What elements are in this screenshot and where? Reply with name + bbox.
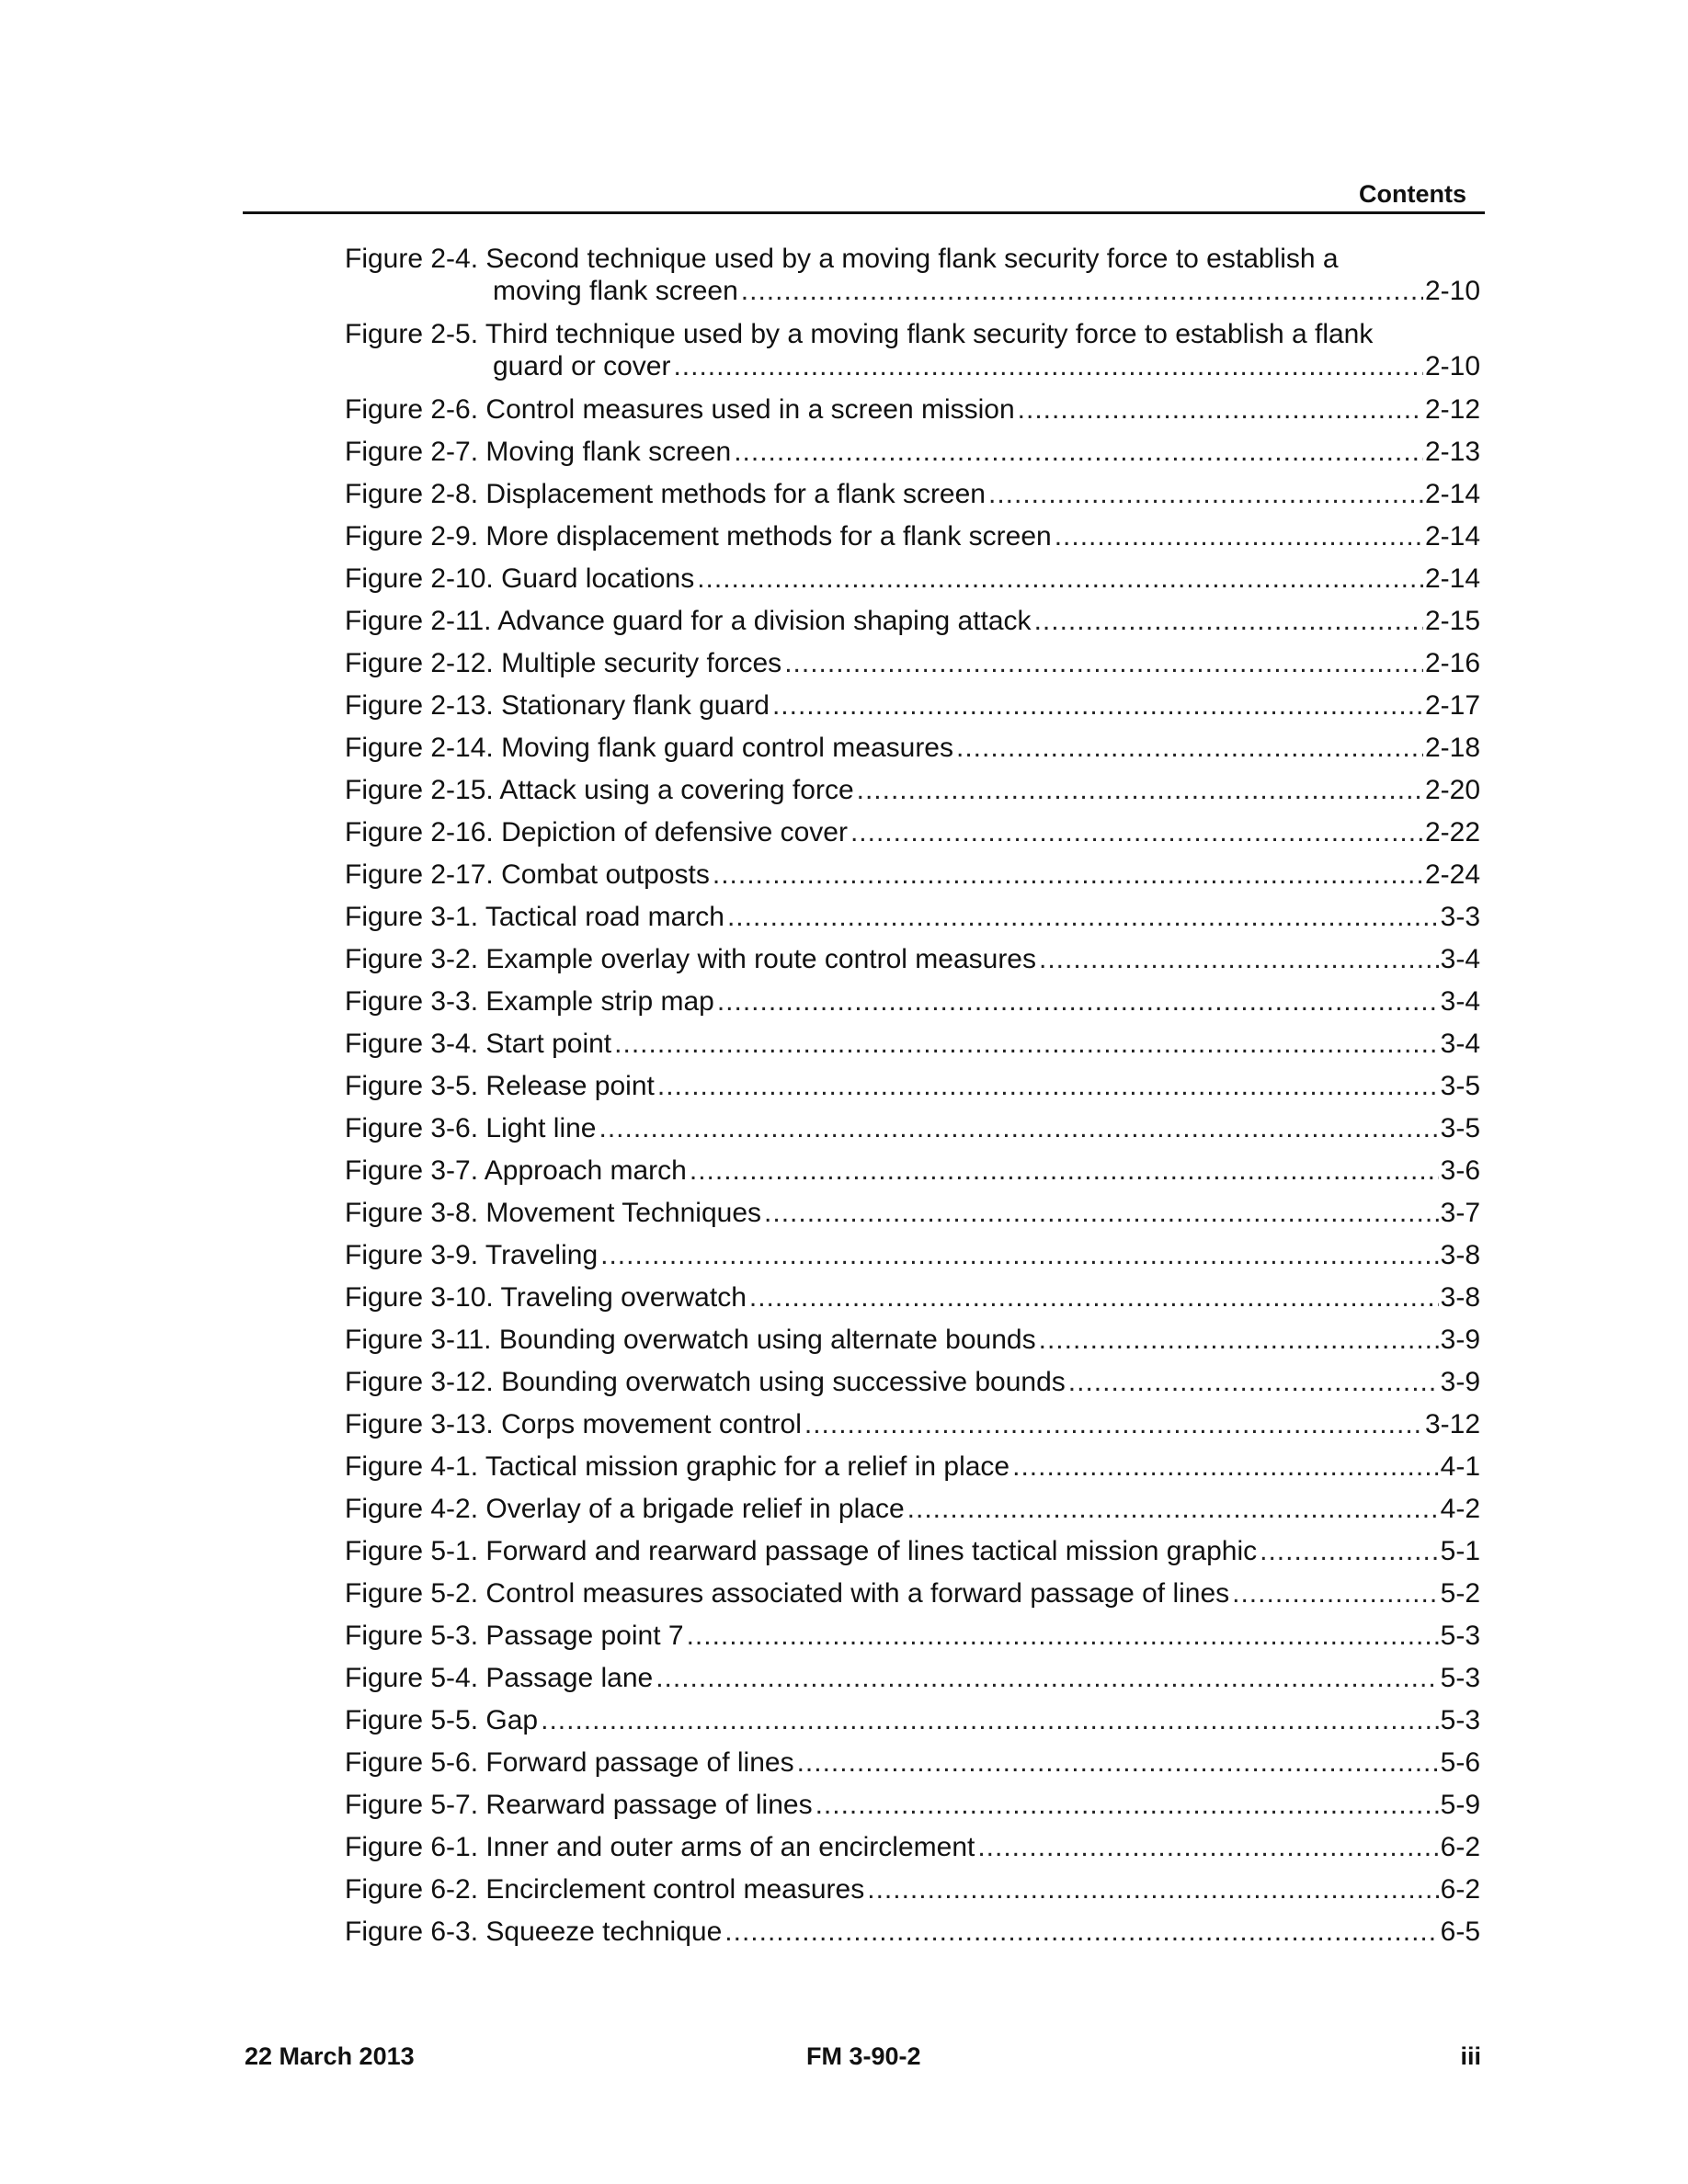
toc-entry-page-number: 2-18 (1424, 733, 1480, 763)
toc-entry-line (345, 563, 1480, 595)
toc-entry-page-number: 2-12 (1424, 394, 1480, 425)
toc-entry-page-number: 5-9 (1440, 1790, 1480, 1820)
toc-entry-title: Figure 2-8. Displacement methods for a flank screen (345, 479, 986, 509)
toc-entry-page-number: 2-10 (1424, 276, 1480, 306)
toc-entry-page-number: 2-20 (1424, 775, 1480, 805)
toc-entry-line (345, 393, 1480, 426)
dot-leader (764, 1197, 1439, 1229)
toc-entry[interactable] (345, 1239, 1480, 1271)
dot-leader (867, 1873, 1438, 1905)
toc-entry-line (345, 985, 1480, 1018)
toc-entry[interactable] (345, 1577, 1480, 1610)
footer-document-number: FM 3-90-2 (806, 2042, 921, 2070)
toc-entry-title: Figure 5-7. Rearward passage of lines (345, 1790, 813, 1820)
toc-entry-title: Figure 2-15. Attack using a covering force (345, 775, 854, 805)
toc-entry[interactable] (345, 689, 1480, 722)
toc-entry-title: Figure 2-7. Moving flank screen (345, 437, 732, 467)
toc-entry-title: Figure 2-13. Stationary flank guard (345, 690, 770, 721)
toc-entry[interactable] (345, 1789, 1480, 1821)
toc-entry[interactable] (345, 1873, 1480, 1905)
toc-entry[interactable] (345, 1620, 1480, 1652)
toc-entry-page-number: 6-2 (1440, 1832, 1480, 1862)
running-header-title: Contents (1359, 180, 1466, 208)
toc-entry-title-first-line: Figure 2-5. Third technique used by a moving flank security force to establish a flank (345, 319, 1374, 349)
toc-entry-line (345, 647, 1480, 679)
dot-leader (1055, 520, 1423, 552)
toc-entry-title: Figure 2-16. Depiction of defensive cover (345, 817, 848, 847)
toc-entry-line (345, 1916, 1480, 1948)
toc-entry[interactable] (345, 1366, 1480, 1398)
toc-entry-page-number: 3-4 (1440, 944, 1480, 974)
toc-entry-line (345, 901, 1480, 933)
toc-entry-title: Figure 2-10. Guard locations (345, 563, 695, 594)
toc-entry-page-number: 3-8 (1440, 1240, 1480, 1270)
toc-entry-page-number: 4-2 (1440, 1494, 1480, 1524)
toc-entry-title: Figure 3-12. Bounding overwatch using successive bounds (345, 1367, 1066, 1397)
toc-entry-page-number: 3-4 (1440, 986, 1480, 1017)
toc-entry-title: Figure 3-8. Movement Techniques (345, 1198, 762, 1228)
toc-entry[interactable] (345, 1408, 1480, 1440)
toc-entry[interactable] (345, 1070, 1480, 1102)
toc-entry-title: Figure 3-9. Traveling (345, 1240, 599, 1270)
toc-entry-line (345, 732, 1480, 764)
toc-entry[interactable] (345, 647, 1480, 679)
toc-entry[interactable] (345, 901, 1480, 933)
toc-entry[interactable] (345, 1916, 1480, 1948)
list-of-figures (345, 243, 1480, 1958)
toc-entry-line (345, 1408, 1480, 1440)
toc-entry-title: Figure 3-6. Light line (345, 1113, 597, 1143)
dot-leader (815, 1789, 1439, 1821)
toc-entry-title: Figure 3-2. Example overlay with route control measures (345, 944, 1036, 974)
toc-entry-title: Figure 3-7. Approach march (345, 1155, 687, 1186)
toc-entry-title: Figure 2-12. Multiple security forces (345, 648, 782, 678)
toc-entry-title: Figure 5-4. Passage lane (345, 1663, 654, 1693)
dot-leader (656, 1662, 1438, 1694)
toc-entry-title: Figure 3-4. Start point (345, 1029, 612, 1059)
dot-leader (690, 1155, 1439, 1187)
dot-leader (1034, 605, 1423, 637)
dot-leader (673, 350, 1423, 382)
toc-entry-title: Figure 5-5. Gap (345, 1705, 539, 1735)
toc-entry-page-number: 3-7 (1440, 1198, 1480, 1228)
toc-entry[interactable] (345, 478, 1480, 510)
toc-entry-line (345, 774, 1480, 806)
dot-leader (956, 732, 1423, 764)
dot-leader (797, 1746, 1439, 1779)
toc-entry[interactable] (345, 1662, 1480, 1694)
toc-entry-page-number: 2-24 (1424, 859, 1480, 890)
toc-entry[interactable] (345, 1746, 1480, 1779)
dot-leader (599, 1112, 1439, 1144)
toc-entry[interactable] (345, 774, 1480, 806)
toc-entry-line (345, 689, 1480, 722)
toc-entry-line (345, 1112, 1480, 1144)
toc-entry-page-number: 3-5 (1440, 1113, 1480, 1143)
toc-entry-line (345, 1577, 1480, 1610)
toc-entry-title: moving flank screen (493, 276, 738, 306)
dot-leader (749, 1281, 1439, 1314)
toc-entry-line (345, 1197, 1480, 1229)
toc-entry-line (345, 1366, 1480, 1398)
toc-entry[interactable] (345, 943, 1480, 975)
toc-entry[interactable] (345, 1535, 1480, 1567)
dot-leader (988, 478, 1423, 510)
dot-leader (724, 1916, 1438, 1948)
toc-entry-line (345, 605, 1480, 637)
toc-entry-page-number: 2-14 (1424, 521, 1480, 552)
toc-entry-line (345, 1493, 1480, 1525)
toc-entry-title: Figure 3-1. Tactical road march (345, 902, 724, 932)
toc-entry-page-number: 3-8 (1440, 1282, 1480, 1313)
dot-leader (850, 816, 1423, 848)
toc-entry[interactable] (345, 605, 1480, 637)
toc-entry-line (345, 478, 1480, 510)
dot-leader (804, 1408, 1423, 1440)
footer-date: 22 March 2013 (245, 2042, 415, 2070)
toc-entry-title: Figure 3-13. Corps movement control (345, 1409, 802, 1439)
footer-page-number: iii (1460, 2042, 1481, 2070)
dot-leader (614, 1028, 1438, 1060)
toc-entry-line (345, 520, 1480, 552)
toc-entry[interactable] (345, 1281, 1480, 1314)
toc-entry-page-number: 3-9 (1440, 1367, 1480, 1397)
toc-entry[interactable] (345, 1112, 1480, 1144)
dot-leader (541, 1704, 1439, 1736)
toc-entry-title: Figure 2-17. Combat outposts (345, 859, 710, 890)
toc-entry[interactable] (345, 436, 1480, 468)
toc-entry-page-number: 2-14 (1424, 563, 1480, 594)
toc-entry-title: Figure 6-3. Squeeze technique (345, 1917, 723, 1947)
toc-entry-page-number: 2-15 (1424, 606, 1480, 636)
dot-leader (657, 1070, 1439, 1102)
toc-entry-line (345, 1535, 1480, 1567)
dot-leader (697, 563, 1423, 595)
toc-entry-title: Figure 2-14. Moving flank guard control measures (345, 733, 953, 763)
toc-entry[interactable] (345, 243, 1480, 307)
toc-entry[interactable] (345, 1028, 1480, 1060)
toc-entry-page-number: 3-5 (1440, 1071, 1480, 1101)
toc-entry-line (345, 1155, 1480, 1187)
dot-leader (741, 275, 1423, 307)
toc-entry-page-number: 5-2 (1440, 1578, 1480, 1609)
dot-leader (857, 774, 1423, 806)
toc-entry-page-number: 6-5 (1440, 1917, 1480, 1947)
toc-entry-page-number: 2-13 (1424, 437, 1480, 467)
toc-entry-line (345, 1450, 1480, 1483)
dot-leader (717, 985, 1439, 1018)
toc-entry-page-number: 3-4 (1440, 1029, 1480, 1059)
dot-leader (1018, 393, 1423, 426)
toc-entry-line (345, 436, 1480, 468)
toc-entry-title: Figure 3-11. Bounding overwatch using alternate bounds (345, 1325, 1036, 1355)
toc-entry-title: Figure 3-3. Example strip map (345, 986, 714, 1017)
toc-entry[interactable] (345, 985, 1480, 1018)
toc-entry-line (345, 1746, 1480, 1779)
toc-entry-title: Figure 2-6. Control measures used in a screen mission (345, 394, 1015, 425)
toc-entry[interactable] (345, 393, 1480, 426)
dot-leader (784, 647, 1423, 679)
toc-entry-line (345, 1281, 1480, 1314)
toc-entry[interactable] (345, 520, 1480, 552)
toc-entry-line (345, 1704, 1480, 1736)
toc-entry-page-number: 5-3 (1440, 1663, 1480, 1693)
toc-entry-title: Figure 5-6. Forward passage of lines (345, 1747, 794, 1778)
dot-leader (687, 1620, 1439, 1652)
toc-entry-line (345, 350, 1480, 382)
toc-entry-title: Figure 4-1. Tactical mission graphic for a relief in place (345, 1451, 1010, 1482)
toc-entry[interactable] (345, 1324, 1480, 1356)
toc-entry-title: Figure 2-9. More displacement methods for a flank screen (345, 521, 1052, 552)
toc-entry-line (345, 859, 1480, 891)
dot-leader (1232, 1577, 1439, 1610)
dot-leader (600, 1239, 1439, 1271)
toc-entry-title: Figure 3-5. Release point (345, 1071, 655, 1101)
dot-leader (772, 689, 1423, 722)
toc-entry-page-number: 5-3 (1440, 1705, 1480, 1735)
dot-leader (1012, 1450, 1439, 1483)
dot-leader (1068, 1366, 1439, 1398)
toc-entry-line (345, 1789, 1480, 1821)
toc-entry-line (345, 943, 1480, 975)
toc-entry-line (345, 1028, 1480, 1060)
toc-entry[interactable] (345, 1155, 1480, 1187)
toc-entry-page-number: 5-6 (1440, 1747, 1480, 1778)
toc-entry-page-number: 3-9 (1440, 1325, 1480, 1355)
toc-entry-title: Figure 4-2. Overlay of a brigade relief in place (345, 1494, 905, 1524)
toc-entry-page-number: 2-10 (1424, 351, 1480, 381)
toc-entry-title: Figure 5-1. Forward and rearward passage of lines tactical mission graphic (345, 1536, 1258, 1566)
dot-leader (1039, 1324, 1439, 1356)
toc-entry-page-number: 6-2 (1440, 1874, 1480, 1905)
toc-entry-title: Figure 6-2. Encirclement control measures (345, 1874, 865, 1905)
toc-entry[interactable] (345, 563, 1480, 595)
toc-entry[interactable] (345, 1831, 1480, 1863)
toc-entry[interactable] (345, 1450, 1480, 1483)
toc-entry-line (345, 1662, 1480, 1694)
dot-leader (727, 901, 1439, 933)
dot-leader (713, 859, 1423, 891)
toc-entry-line (345, 1324, 1480, 1356)
toc-entry-page-number: 2-17 (1424, 690, 1480, 721)
dot-leader (907, 1493, 1439, 1525)
toc-entry-title: Figure 2-11. Advance guard for a division shaping attack (345, 606, 1032, 636)
toc-entry-title: guard or cover (493, 351, 671, 381)
toc-entry-line (345, 1239, 1480, 1271)
toc-entry-page-number: 2-22 (1424, 817, 1480, 847)
toc-entry-page-number: 3-6 (1440, 1155, 1480, 1186)
toc-entry-title: Figure 5-3. Passage point 7 (345, 1621, 684, 1651)
toc-entry[interactable] (345, 318, 1480, 382)
toc-entry-line (345, 275, 1480, 307)
toc-entry-line (345, 816, 1480, 848)
toc-entry-page-number: 4-1 (1440, 1451, 1480, 1482)
toc-entry-line (345, 1070, 1480, 1102)
dot-leader (977, 1831, 1438, 1863)
toc-entry-page-number: 5-3 (1440, 1621, 1480, 1651)
toc-entry[interactable] (345, 859, 1480, 891)
toc-entry-page-number: 2-14 (1424, 479, 1480, 509)
toc-entry-page-number: 5-1 (1440, 1536, 1480, 1566)
dot-leader (734, 436, 1423, 468)
toc-entry-line (345, 1831, 1480, 1863)
toc-entry-title: Figure 6-1. Inner and outer arms of an encirclement (345, 1832, 975, 1862)
toc-entry-title: Figure 3-10. Traveling overwatch (345, 1282, 747, 1313)
toc-entry[interactable] (345, 1704, 1480, 1736)
toc-entry-title-first-line: Figure 2-4. Second technique used by a moving flank security force to establish a (345, 244, 1339, 274)
toc-entry-line (345, 1620, 1480, 1652)
toc-entry-title: Figure 5-2. Control measures associated with a forward passage of lines (345, 1578, 1230, 1609)
header-rule (243, 211, 1485, 214)
toc-entry-line (345, 1873, 1480, 1905)
toc-entry[interactable] (345, 732, 1480, 764)
toc-entry-page-number: 2-16 (1424, 648, 1480, 678)
toc-entry[interactable] (345, 1197, 1480, 1229)
toc-entry-page-number: 3-3 (1440, 902, 1480, 932)
toc-entry-page-number: 3-12 (1424, 1409, 1480, 1439)
toc-entry[interactable] (345, 1493, 1480, 1525)
dot-leader (1260, 1535, 1439, 1567)
dot-leader (1039, 943, 1439, 975)
toc-entry[interactable] (345, 816, 1480, 848)
